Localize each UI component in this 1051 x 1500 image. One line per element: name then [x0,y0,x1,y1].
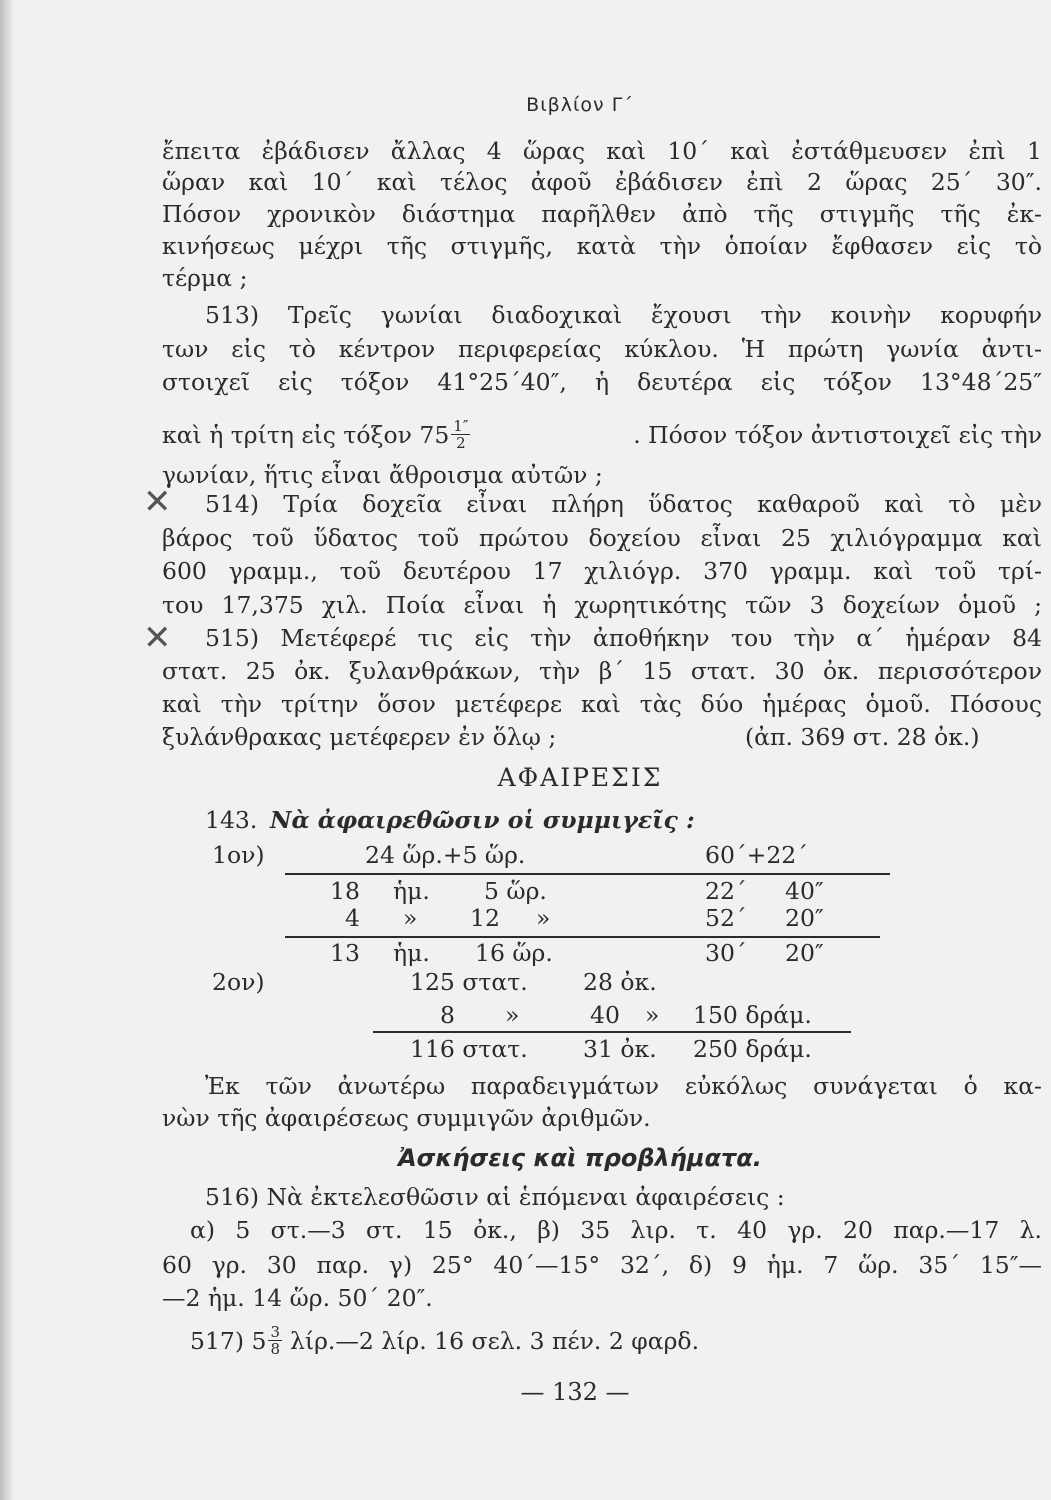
text-line: κινήσεως μέχρι τῆς στιγμῆς, κατὰ τὴν ὁποίαν ἔφθασεν εἰς τὸ [162,232,1042,260]
problem-514-start: 514) Τρία δοχεῖα εἶναι πλήρη ὕδατος καθαροῦ καὶ τὸ μὲν [205,490,1042,518]
example-cell: 150 δράμ. [693,1001,812,1029]
example-cell: 8 [440,1001,455,1029]
fraction-denominator: 2 [456,434,466,452]
text-line: Πόσον χρονικὸν διάστημα παρῆλθεν ἀπὸ τῆς στιγμῆς τῆς ἐκ- [162,200,1042,228]
example-cell: 250 δράμ. [693,1035,812,1063]
example-cell: » [536,904,551,932]
fraction-one-half [451,418,470,451]
fraction-numerator: 3 [270,1323,280,1341]
example-cell: ἡμ. [393,939,430,967]
example-cell: 12 [470,904,500,932]
fraction-three-eighths [268,1324,282,1357]
example-cell: 4 [345,904,360,932]
example-cell: 52΄ [705,904,747,932]
page-number: — 132 — [520,1378,630,1406]
example-cell: 125 στατ. [410,968,528,996]
example-cell: ἡμ. [393,877,430,905]
text-line: των εἰς τὸ κέντρον περιφερείας κύκλου. Ἡ πρώτη γωνία ἀντι- [162,335,1042,363]
text-line: γωνίαν, ἥτις εἶναι ἄθροισμα αὐτῶν ; [162,461,603,489]
fraction-numerator: 1″ [453,417,469,435]
text-line: βάρος τοῦ ὕδατος τοῦ πρώτου δοχείου εἶναι 25 χιλιόγραμμα καὶ [162,524,1042,552]
example-cell: 18 [330,877,360,905]
section-heading-exercises: Ἀσκήσεις καὶ προβλήματα. [398,1144,762,1172]
example-cell: 24 ὥρ.+5 ὥρ. [365,841,526,869]
text-line: Ἐκ τῶν ἀνωτέρω παραδειγμάτων εὐκόλως συνάγεται ὁ κα- [205,1072,1042,1100]
text-line: νὼν τῆς ἀφαιρέσεως συμμιγῶν ἀριθμῶν. [162,1104,651,1132]
fraction-denominator: 8 [270,1340,280,1358]
text-line: —2 ἡμ. 14 ὥρ. 50΄ 20″. [162,1284,433,1312]
example-cell: 116 στατ. [410,1035,528,1063]
pencil-cross-mark: ✕ [143,482,172,522]
page-edge-shadow [0,0,14,1500]
example-cell: » [505,1001,520,1029]
pencil-cross-mark: ✕ [143,618,172,658]
example-cell: » [645,1001,660,1029]
example-cell: 13 [330,939,360,967]
example-label: 2ον) [212,968,265,996]
example-cell: 16 ὥρ. [475,939,553,967]
section-heading-subtraction: ΑΦΑΙΡΕΣΙΣ [497,763,663,792]
example-cell: 40″ [785,877,824,905]
example-cell: 40 [590,1001,620,1029]
text-line-with-fraction [162,418,1042,451]
example-cell: 30΄ [705,939,747,967]
example-cell: 22΄ [705,877,747,905]
example-cell: 20″ [785,904,824,932]
text-line: στοιχεῖ εἰς τόξον 41°25΄40″, ἡ δευτέρα εἰς τόξον 13°48΄25″ [162,368,1042,396]
text-line: ἔπειτα ἐβάδισεν ἄλλας 4 ὥρας καὶ 10΄ καὶ ἐστάθμευσεν ἐπὶ 1 [162,137,1042,165]
sum-rule [285,873,890,875]
example-cell: 28 ὀκ. [583,968,657,996]
text-segment: λίρ.—2 λίρ. 16 σελ. 3 πέν. 2 φαρδ. [290,1326,700,1355]
text-line: 60 γρ. 30 παρ. γ) 25° 40΄—15° 32΄, δ) 9 ἡμ. 7 ὥρ. 35΄ 15″— [162,1251,1042,1279]
example-cell: 31 ὀκ. [583,1035,657,1063]
problem-516-start: 516) Νὰ ἐκτελεσθῶσιν αἱ ἑπόμεναι ἀφαιρέσεις : [205,1183,785,1211]
text-line: του 17,375 χιλ. Ποία εἶναι ἡ χωρητικότης τῶν 3 δοχείων ὁμοῦ ; [162,591,1042,619]
text-line: τέρμα ; [162,264,248,292]
text-line: ὥραν καὶ 10΄ καὶ τέλος ἀφοῦ ἐβάδισεν ἐπὶ 2 ὥρας 25΄ 30″. [162,168,1042,196]
example-cell: 5 ὥρ. [484,877,547,905]
answer-note: (ἀπ. 369 στ. 28 ὀκ.) [745,723,980,751]
text-segment: καὶ ἡ τρίτη εἰς τόξον 75 [162,420,450,449]
text-line: 600 γραμμ., τοῦ δευτέρου 17 χιλιόγρ. 370 γραμμ. καὶ τοῦ τρί- [162,557,1042,585]
problem-517 [190,1324,699,1357]
text-line: καὶ τὴν τρίτην ὅσον μετέφερε καὶ τὰς δύο ἡμέρας ὁμοῦ. Πόσους [162,690,1042,718]
problem-515-start: 515) Μετέφερέ τις εἰς τὴν ἀποθήκην του τὴν α΄ ἡμέραν 84 [205,624,1042,652]
example-label: 1ον) [212,841,265,869]
instruction-heading: Νὰ ἀφαιρεθῶσιν οἱ συμμιγεῖς : [270,806,695,834]
example-cell: 20″ [785,939,824,967]
example-cell: 60΄+22΄ [705,841,808,869]
text-segment: 517) 5 [190,1326,267,1355]
problem-513-start: 513) Τρεῖς γωνίαι διαδοχικαὶ ἔχουσι τὴν κοινὴν κορυφήν [205,301,1042,329]
text-line: ξυλάνθρακας μετέφερεν ἐν ὅλῳ ; [162,723,557,751]
text-segment: . Πόσον τόξον ἀντιστοιχεῖ εἰς τὴν [633,420,1042,449]
difference-rule [373,1031,851,1033]
example-cell: » [403,904,418,932]
paragraph-number: 143. [205,806,258,834]
text-line: στατ. 25 ὀκ. ξυλανθράκων, τὴν β΄ 15 στατ. 30 ὀκ. περισσότερον [162,657,1042,685]
text-line: α) 5 στ.—3 στ. 15 ὀκ., β) 35 λιρ. τ. 40 γρ. 20 παρ.—17 λ. [190,1216,1042,1244]
running-header: Βιβλίον Γ΄ [526,94,634,116]
